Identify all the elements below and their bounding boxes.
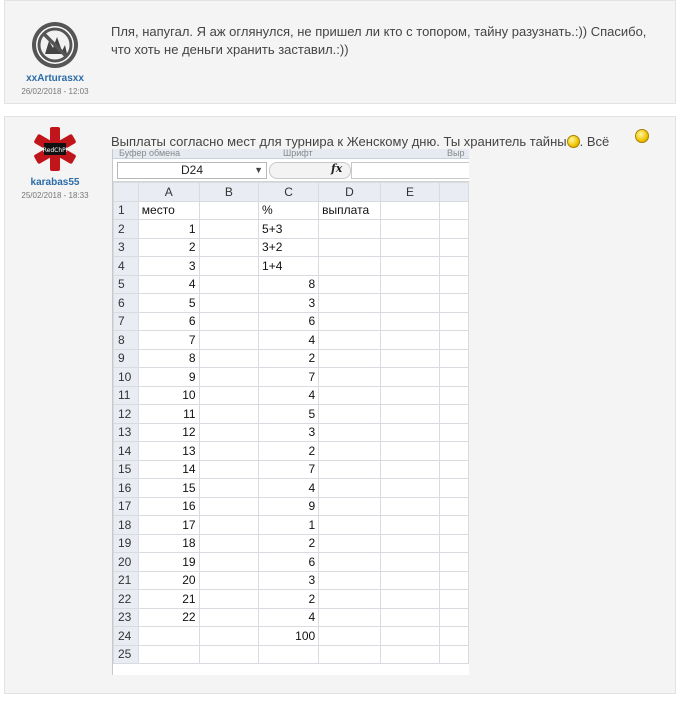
cell-c[interactable]: 4 [259,608,319,627]
row-header[interactable]: 18 [114,516,139,535]
row-header[interactable]: 19 [114,534,139,553]
cell-f[interactable] [440,312,469,331]
cell-d[interactable] [319,479,381,498]
table-row [114,534,469,553]
post-date: 25/02/2018 - 18:33 [21,191,89,200]
table-row [114,349,469,368]
cell-e[interactable] [380,405,439,424]
cell-c[interactable]: 7 [259,460,319,479]
cell-f[interactable] [440,516,469,535]
cell-b[interactable] [199,423,258,442]
column-header[interactable]: B [199,183,258,202]
table-row [114,312,469,331]
cell-e[interactable] [380,331,439,350]
cell-f[interactable] [440,534,469,553]
cell-e[interactable] [380,534,439,553]
table-row [114,460,469,479]
cell-c[interactable]: 9 [259,497,319,516]
cell-f[interactable] [440,627,469,646]
table-row [114,257,469,276]
cell-c[interactable]: 2 [259,534,319,553]
row-header[interactable]: 9 [114,349,139,368]
cell-c[interactable]: 8 [259,275,319,294]
wink-smiley-icon [635,129,649,143]
cell-c[interactable]: 1+4 [259,257,319,276]
cell-d[interactable] [319,534,381,553]
cell-a[interactable]: 12 [138,423,199,442]
row-header[interactable]: 3 [114,238,139,257]
cell-d[interactable] [319,386,381,405]
username[interactable]: karabas55 [30,177,80,188]
cell-a[interactable]: 11 [138,405,199,424]
cell-c[interactable]: 6 [259,553,319,572]
cell-d[interactable] [319,460,381,479]
cell-c[interactable]: 3 [259,423,319,442]
cell-c[interactable]: 3 [259,571,319,590]
table-row [114,627,469,646]
cell-f[interactable] [440,497,469,516]
row-header[interactable]: 11 [114,386,139,405]
cell-d[interactable] [319,645,381,664]
table-row [114,497,469,516]
cell-f[interactable] [440,460,469,479]
cell-d[interactable]: выплата [319,201,381,220]
no-entry-avatar-icon [31,21,79,69]
cell-d[interactable] [319,331,381,350]
row-header[interactable]: 5 [114,275,139,294]
column-header[interactable]: E [380,183,439,202]
cell-c[interactable]: 4 [259,479,319,498]
cell-a[interactable]: 19 [138,553,199,572]
cell-d[interactable] [319,608,381,627]
cell-f[interactable] [440,331,469,350]
cell-d[interactable] [319,571,381,590]
cell-d[interactable] [319,516,381,535]
cell-a[interactable]: 13 [138,442,199,461]
cell-b[interactable] [199,516,258,535]
cell-d[interactable] [319,590,381,609]
row-header[interactable]: 7 [114,312,139,331]
name-box[interactable] [117,162,267,179]
post-message: Пля, напугал. Я аж оглянулся, не пришел ли кто с топором, тайну разузнать.:)) Спасибо, что хоть не деньги хранить заставил.:)) [111,24,647,57]
column-header[interactable]: D [319,183,381,202]
row-header[interactable]: 6 [114,294,139,313]
cell-e[interactable] [380,553,439,572]
cell-d[interactable] [319,497,381,516]
cell-a[interactable]: 18 [138,534,199,553]
table-row [114,331,469,350]
post-author [5,125,105,200]
cell-d[interactable] [319,368,381,387]
cell-a[interactable]: 8 [138,349,199,368]
avatar-label: RedChPi [42,147,68,154]
cell-a[interactable]: 5 [138,294,199,313]
table-row [114,608,469,627]
table-row [114,238,469,257]
cell-b[interactable] [199,201,258,220]
ribbon-strip [113,149,469,159]
table-row [114,201,469,220]
cell-e[interactable] [380,442,439,461]
cell-a[interactable]: 2 [138,238,199,257]
cell-c[interactable]: 100 [259,627,319,646]
table-row [114,220,469,239]
row-header[interactable]: 16 [114,479,139,498]
cell-c[interactable]: 2 [259,590,319,609]
cell-d[interactable] [319,627,381,646]
row-header[interactable]: 22 [114,590,139,609]
cell-e[interactable] [380,386,439,405]
cell-d[interactable] [319,257,381,276]
cell-e[interactable] [380,238,439,257]
cell-c[interactable]: 7 [259,368,319,387]
table-row [114,423,469,442]
cell-b[interactable] [199,220,258,239]
cell-c[interactable]: 3 [259,294,319,313]
row-header[interactable]: 14 [114,442,139,461]
row-header[interactable]: 23 [114,608,139,627]
cell-c[interactable]: 5+3 [259,220,319,239]
row-header[interactable]: 12 [114,405,139,424]
cell-f[interactable] [440,553,469,572]
cell-b[interactable] [199,368,258,387]
cell-f[interactable] [440,590,469,609]
cell-e[interactable] [380,423,439,442]
cell-c[interactable]: 4 [259,331,319,350]
post-author [5,21,105,96]
excel-screenshot [112,149,469,675]
cell-e[interactable] [380,608,439,627]
cell-a[interactable]: 4 [138,275,199,294]
table-row [114,645,469,664]
chevron-down-icon[interactable]: ▼ [254,165,263,175]
cell-e[interactable] [380,571,439,590]
cell-b[interactable] [199,571,258,590]
cell-e[interactable] [380,201,439,220]
cell-a[interactable]: 6 [138,312,199,331]
cell-e[interactable] [380,627,439,646]
cell-c[interactable] [259,645,319,664]
table-row [114,516,469,535]
cell-b[interactable] [199,460,258,479]
cell-a[interactable]: 22 [138,608,199,627]
column-header[interactable]: C [259,183,319,202]
cell-e[interactable] [380,294,439,313]
formula-input[interactable] [351,162,469,179]
cell-c[interactable]: 6 [259,312,319,331]
select-all-corner[interactable] [114,183,139,202]
cell-f[interactable] [440,442,469,461]
row-header[interactable]: 10 [114,368,139,387]
table-row [114,442,469,461]
cell-e[interactable] [380,349,439,368]
cell-b[interactable] [199,257,258,276]
column-header-partial[interactable] [440,183,469,202]
cell-b[interactable] [199,405,258,424]
red-asterisk-avatar-icon [31,125,79,173]
table-row [114,571,469,590]
table-row [114,275,469,294]
row-header[interactable]: 1 [114,201,139,220]
spreadsheet-grid[interactable] [113,182,469,664]
message-text: Выплаты согласно мест для турнира к Женскому дню. Ты хранитель тайны [111,134,567,149]
column-header[interactable]: A [138,183,199,202]
cell-c[interactable]: 4 [259,386,319,405]
row-header[interactable]: 25 [114,645,139,664]
username[interactable]: xxArturasxx [26,73,84,84]
cell-d[interactable] [319,312,381,331]
name-box-value: D24 [180,163,203,177]
cell-c[interactable]: % [259,201,319,220]
cell-b[interactable] [199,534,258,553]
cell-e[interactable] [380,460,439,479]
cell-d[interactable] [319,553,381,572]
cell-e[interactable] [380,257,439,276]
cell-a[interactable]: 15 [138,479,199,498]
cell-a[interactable]: 16 [138,497,199,516]
cell-c[interactable]: 2 [259,349,319,368]
cell-f[interactable] [440,405,469,424]
table-row [114,386,469,405]
cell-f[interactable] [440,386,469,405]
row-header[interactable]: 13 [114,423,139,442]
ribbon-align-label: Выр [447,149,465,158]
cell-f[interactable] [440,238,469,257]
cell-f[interactable] [440,571,469,590]
cell-f[interactable] [440,608,469,627]
cell-d[interactable] [319,405,381,424]
cell-a[interactable]: 9 [138,368,199,387]
cell-f[interactable] [440,257,469,276]
cell-b[interactable] [199,312,258,331]
cell-b[interactable] [199,645,258,664]
cell-a[interactable]: место [138,201,199,220]
cell-a[interactable]: 21 [138,590,199,609]
row-header[interactable]: 8 [114,331,139,350]
cell-e[interactable] [380,312,439,331]
formula-bar [113,159,469,182]
cell-f[interactable] [440,479,469,498]
cell-c[interactable]: 5 [259,405,319,424]
post-xxarturasxx [4,0,676,104]
cell-e[interactable] [380,497,439,516]
row-header[interactable]: 17 [114,497,139,516]
cell-f[interactable] [440,294,469,313]
cell-d[interactable] [319,349,381,368]
cell-c[interactable]: 2 [259,442,319,461]
cell-b[interactable] [199,608,258,627]
cell-b[interactable] [199,238,258,257]
table-row [114,590,469,609]
cell-e[interactable] [380,516,439,535]
cell-d[interactable] [319,442,381,461]
cell-b[interactable] [199,386,258,405]
cell-f[interactable] [440,423,469,442]
cell-b[interactable] [199,553,258,572]
row-header[interactable]: 24 [114,627,139,646]
cell-b[interactable] [199,349,258,368]
avatar[interactable] [31,125,79,173]
cell-b[interactable] [199,627,258,646]
ribbon-clipboard-label: Буфер обмена [119,149,181,158]
cell-a[interactable]: 20 [138,571,199,590]
cell-a[interactable]: 1 [138,220,199,239]
cell-b[interactable] [199,590,258,609]
table-row [114,294,469,313]
cell-e[interactable] [380,368,439,387]
cell-f[interactable] [440,201,469,220]
cell-b[interactable] [199,442,258,461]
row-header[interactable]: 2 [114,220,139,239]
cell-f[interactable] [440,275,469,294]
cell-d[interactable] [319,220,381,239]
cell-d[interactable] [319,423,381,442]
cell-c[interactable]: 1 [259,516,319,535]
row-header[interactable]: 4 [114,257,139,276]
cell-e[interactable] [380,590,439,609]
cell-d[interactable] [319,294,381,313]
cell-b[interactable] [199,479,258,498]
cell-e[interactable] [380,479,439,498]
table-row [114,368,469,387]
cell-d[interactable] [319,238,381,257]
cell-a[interactable]: 17 [138,516,199,535]
cell-c[interactable]: 3+2 [259,238,319,257]
cell-e[interactable] [380,220,439,239]
cell-a[interactable] [138,645,199,664]
cell-f[interactable] [440,645,469,664]
cell-f[interactable] [440,220,469,239]
row-header[interactable]: 21 [114,571,139,590]
row-header[interactable]: 20 [114,553,139,572]
cell-a[interactable]: 14 [138,460,199,479]
post-karabas55 [4,116,676,694]
ribbon-font-label: Шрифт [283,149,313,158]
message-text-end: . Всё [579,134,610,149]
cell-e[interactable] [380,275,439,294]
row-header[interactable]: 15 [114,460,139,479]
cell-f[interactable] [440,349,469,368]
fx-icon[interactable]: fx [331,162,343,175]
cell-b[interactable] [199,331,258,350]
cell-a[interactable]: 7 [138,331,199,350]
cell-a[interactable] [138,627,199,646]
post-date: 26/02/2018 - 12:03 [21,87,89,96]
cell-e[interactable] [380,645,439,664]
cell-b[interactable] [199,497,258,516]
cell-a[interactable]: 3 [138,257,199,276]
table-row [114,553,469,572]
table-row [114,479,469,498]
cell-a[interactable]: 10 [138,386,199,405]
cell-d[interactable] [319,275,381,294]
table-row [114,405,469,424]
cell-f[interactable] [440,368,469,387]
avatar[interactable] [31,21,79,69]
smiley-icon [567,135,580,148]
cell-b[interactable] [199,275,258,294]
cell-b[interactable] [199,294,258,313]
